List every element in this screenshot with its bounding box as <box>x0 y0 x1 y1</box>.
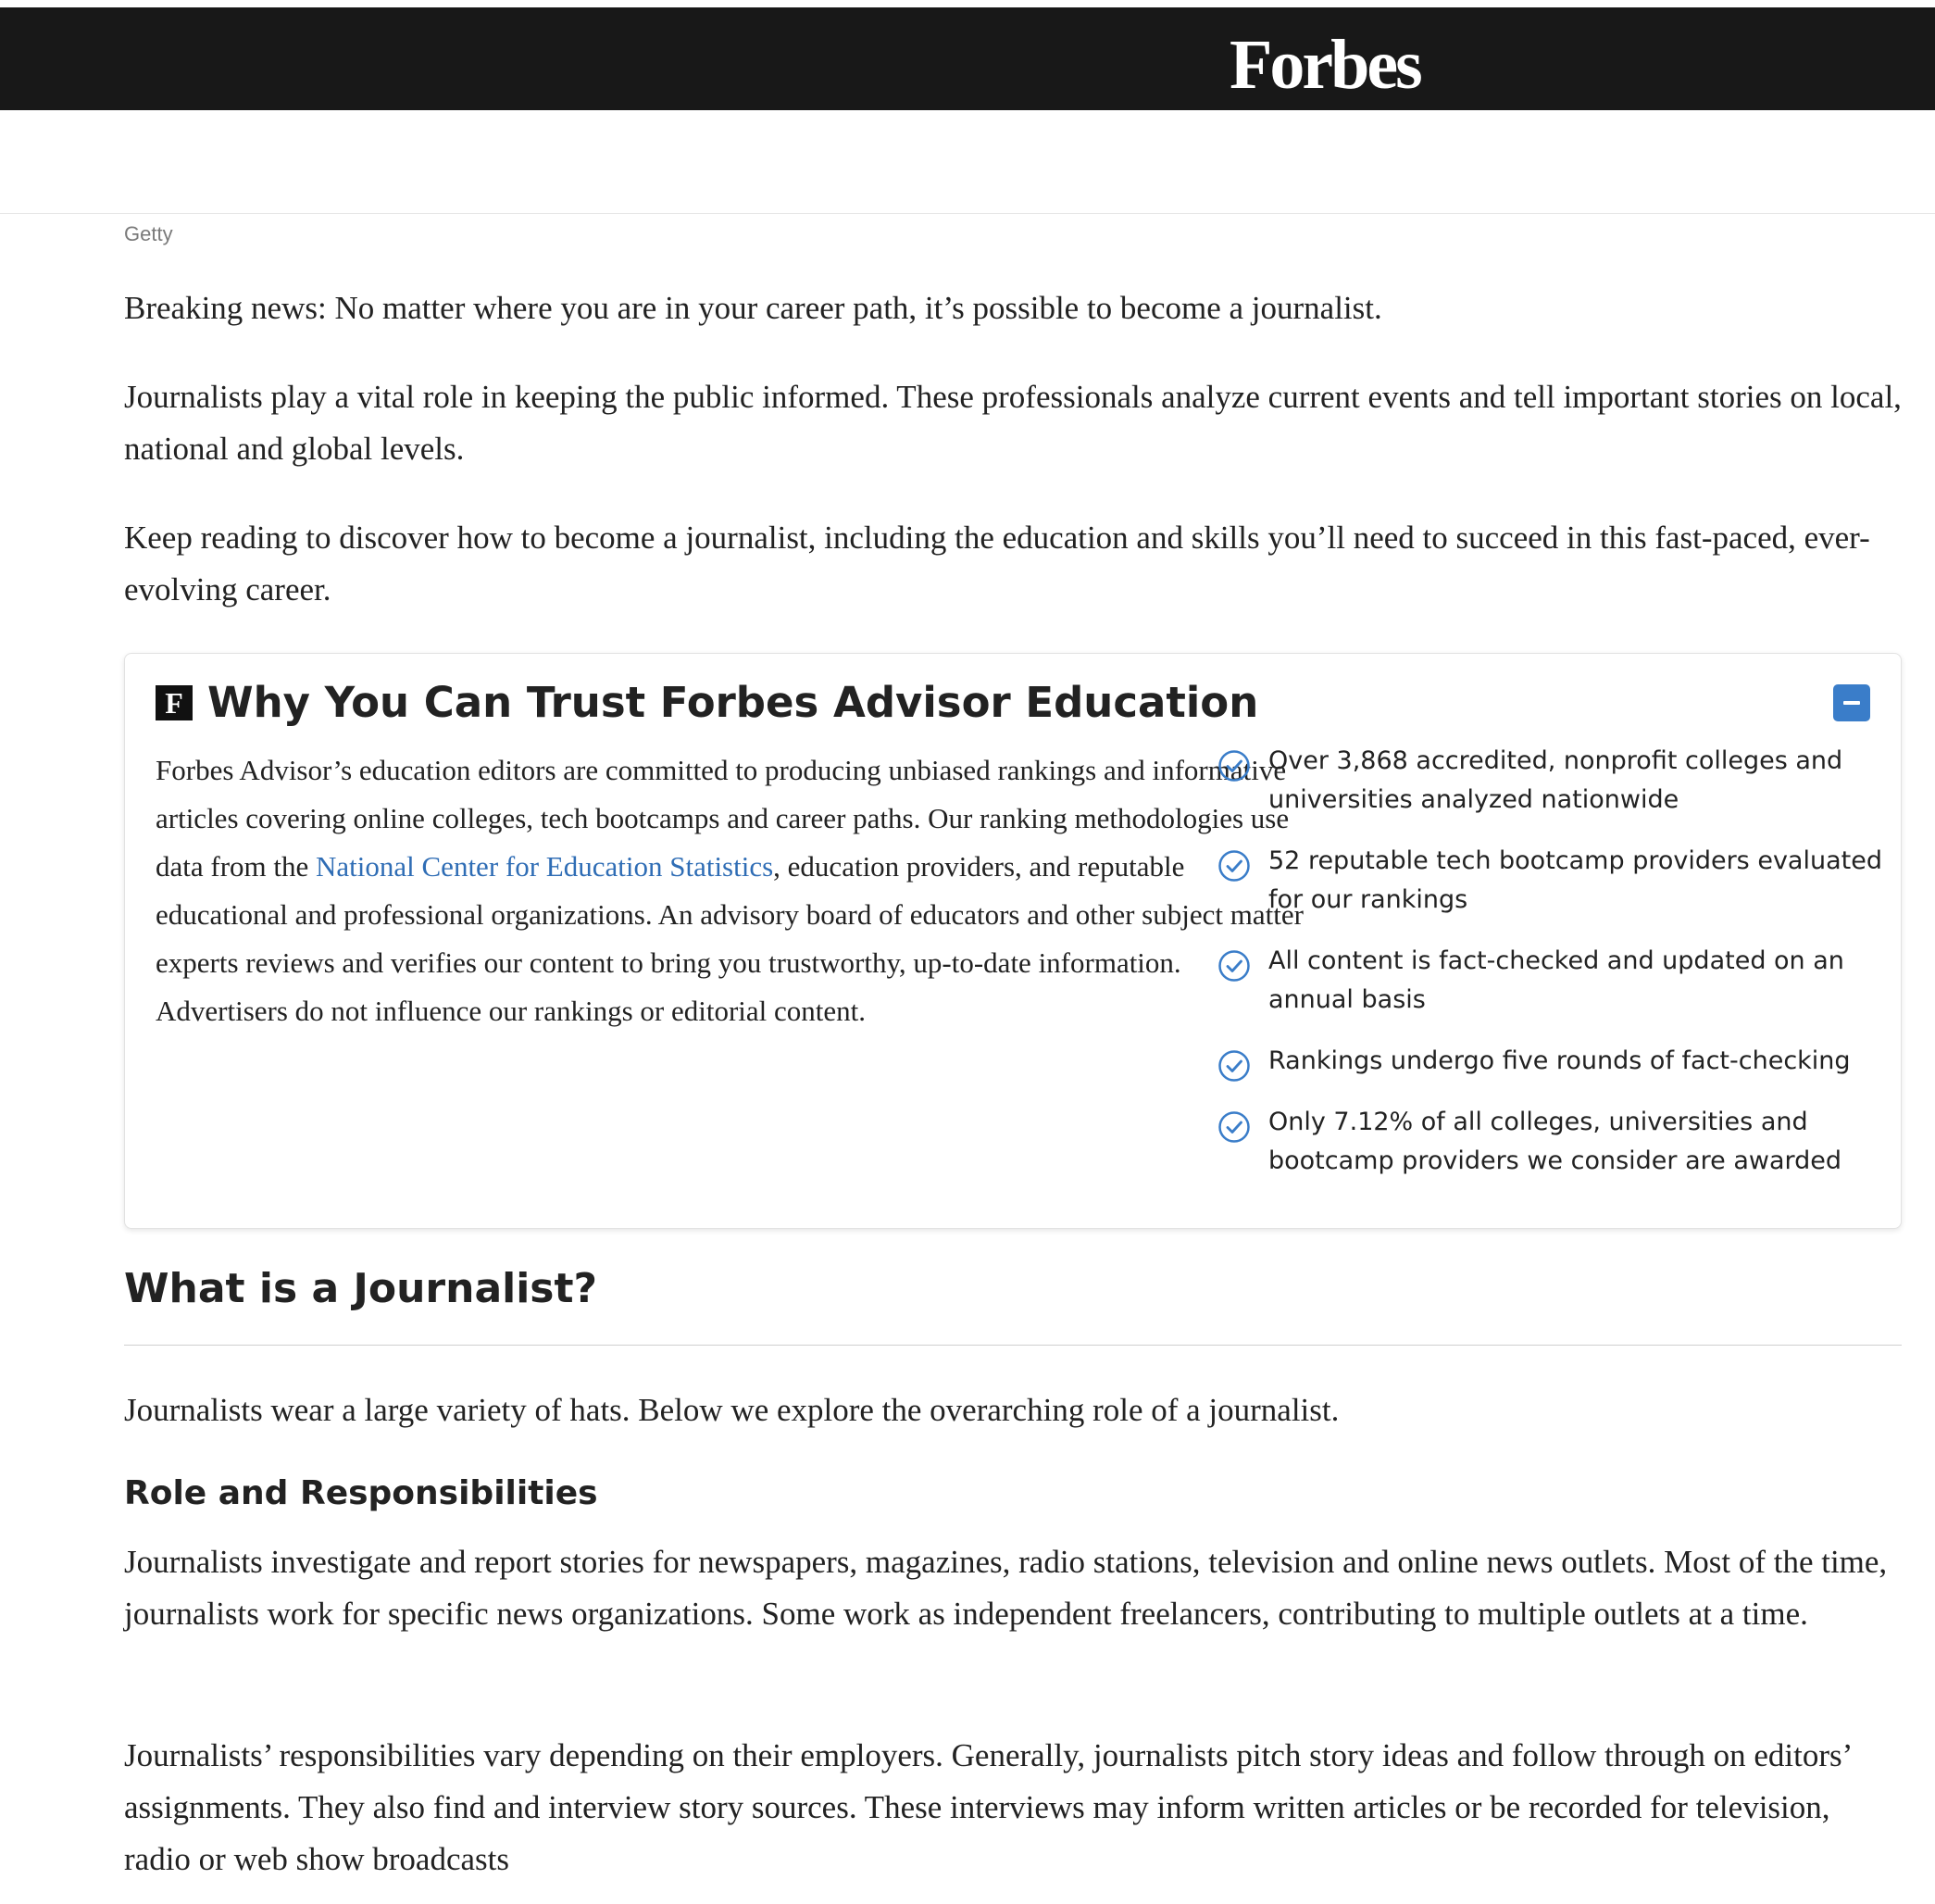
check-circle-icon <box>1217 749 1251 783</box>
trust-point-text: Only 7.12% of all colleges, universities and bootcamp providers we consider are awarded <box>1268 1108 1842 1175</box>
trust-point-text: All content is fact-checked and updated on an annual basis <box>1268 946 1844 1014</box>
trust-point-text: 52 reputable tech bootcamp providers evaluated for our rankings <box>1268 846 1882 914</box>
trust-points-list <box>1217 742 1884 1203</box>
image-caption: Getty <box>124 222 173 245</box>
trust-point <box>1217 842 1884 920</box>
trust-box-title: Why You Can Trust Forbes Advisor Education <box>207 678 1259 727</box>
section-divider <box>124 1345 1902 1346</box>
site-header <box>0 7 1935 110</box>
trust-point <box>1217 1042 1884 1081</box>
section-intro: Journalists wear a large variety of hats. Below we explore the overarching role of a journalist. <box>124 1392 1340 1428</box>
trust-box <box>124 653 1902 1229</box>
ad-space <box>0 110 1935 214</box>
forbes-logo[interactable]: Forbes <box>1230 26 1420 104</box>
check-circle-icon <box>1217 949 1251 983</box>
description-text-end: , education providers, and reputable educational and professional organizations. An advisory board of educators and other subject matter experts reviews and verifies our content to bring you trustworthy, up-to-date information. Advertisers do not influence our rankings or editorial content. <box>156 850 1304 1027</box>
forbes-f-badge: F <box>156 685 193 720</box>
trust-point-text: Rankings undergo five rounds of fact-checking <box>1268 1046 1851 1075</box>
collapse-button[interactable] <box>1833 684 1870 721</box>
subheading: Role and Responsibilities <box>124 1474 598 1512</box>
minus-icon <box>1843 701 1860 705</box>
trust-box-description <box>156 746 1304 1035</box>
intro-paragraph-1: Breaking news: No matter where you are in your career path, it’s possible to become a journalist. <box>124 290 1382 326</box>
check-circle-icon <box>1217 1110 1251 1144</box>
top-strip <box>0 0 1935 7</box>
description-text-start: Forbes Advisor’s education editors are committed to producing unbiased rankings and informative articles covering online colleges, tech bootcamps and career paths. Our ranking methodologies use data from the <box>156 754 1290 883</box>
section-heading: What is a Journalist? <box>124 1265 598 1312</box>
role-paragraph-1: Journalists investigate and report stories for newspapers, magazines, radio stations, television and online news outlets. Most of the time, journalists work for specific news organizations. Some work as independent freelancers, contributing to multiple outlets at a time. <box>124 1544 1888 1632</box>
role-paragraph-2: Journalists’ responsibilities vary depending on their employers. Generally, journalists pitch story ideas and follow through on editors’ assignments. They also find and interview story sources. These interviews may inform written articles or be recorded for television, radio or web show broadcasts <box>124 1737 1851 1877</box>
check-circle-icon <box>1217 849 1251 883</box>
trust-point-text: Over 3,868 accredited, nonprofit colleges and universities analyzed nationwide <box>1268 746 1843 814</box>
intro-paragraph-3: Keep reading to discover how to become a journalist, including the education and skills you’ll need to succeed in this fast-paced, ever-evolving career. <box>124 520 1870 608</box>
check-circle-icon <box>1217 1049 1251 1083</box>
nces-link[interactable]: National Center for Education Statistics <box>316 850 774 883</box>
trust-point <box>1217 1103 1884 1181</box>
trust-point <box>1217 942 1884 1020</box>
intro-paragraph-2: Journalists play a vital role in keeping the public informed. These professionals analyze current events and tell important stories on local, national and global levels. <box>124 379 1902 467</box>
trust-point <box>1217 742 1884 820</box>
